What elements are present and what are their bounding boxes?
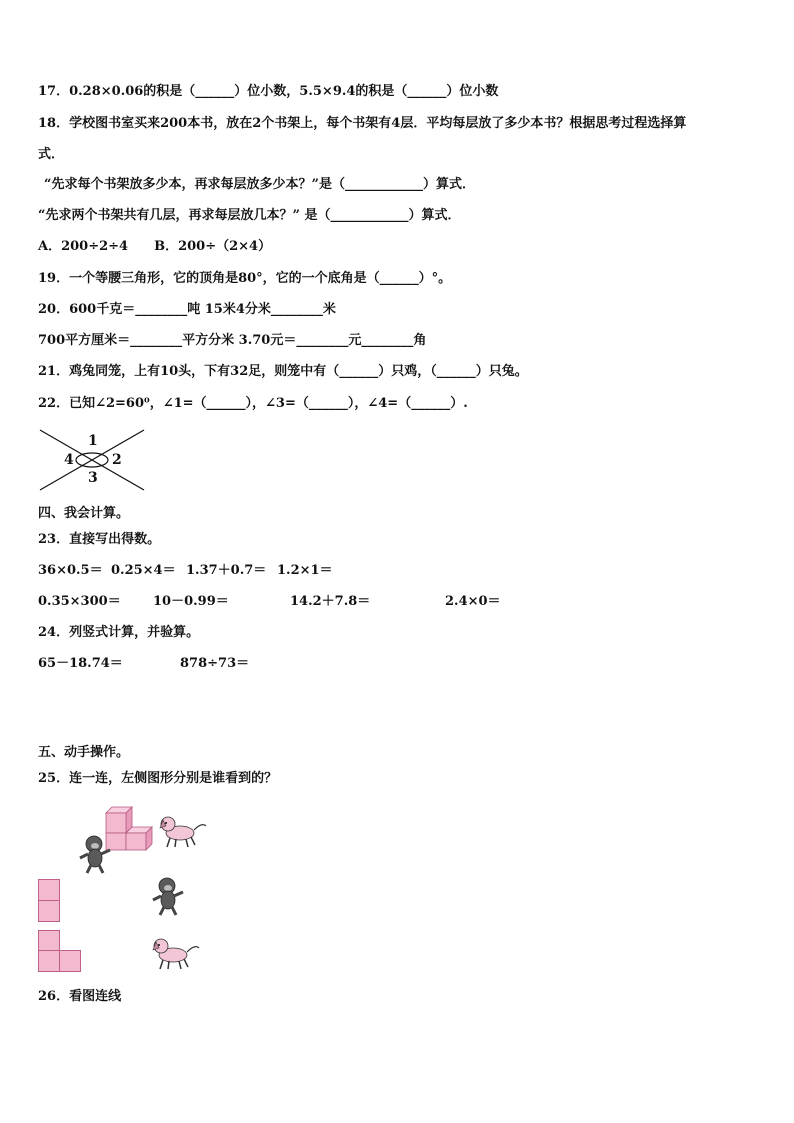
question-20-line1: 20．600千克＝________吨 15米4分米________米 — [38, 302, 336, 317]
calc-item: 1.2×1＝ — [277, 563, 333, 578]
section-5-heading: 五、动手操作。 — [38, 745, 130, 760]
calc-item: 14.2＋7.8＝ — [290, 594, 371, 609]
vertical-calc-item: 65－18.74＝ — [38, 656, 123, 671]
angle-label-1: 1 — [88, 433, 98, 449]
calc-item: 10－0.99＝ — [153, 594, 229, 609]
question-17: 17．0.28×0.06的积是（______）位小数，5.5×9.4的积是（______）位小数 — [38, 84, 499, 99]
question-18-line3: “先求每个书架放多少本，再求每层放多少本？”是（____________）算式． — [44, 177, 475, 192]
view-shape-l — [59, 950, 81, 972]
view-shape-l — [38, 930, 60, 951]
question-18-line2: 式． — [38, 147, 65, 162]
dog-icon — [151, 936, 201, 972]
view-shape-l — [38, 950, 60, 972]
calc-item: 36×0.5＝ — [38, 563, 103, 578]
question-18-line1: 18．学校图书室买来200本书，放在2个书架上，每个书架有4层．平均每层放了多少本书？根据思考过程选择算 — [38, 116, 687, 131]
view-shape-vertical — [38, 879, 60, 901]
calc-item: 1.37＋0.7＝ — [186, 563, 267, 578]
view-shape-vertical — [38, 900, 60, 922]
dog-icon — [158, 814, 208, 850]
calc-item: 0.25×4＝ — [111, 563, 176, 578]
question-22: 22．已知∠2=60⁰，∠1=（______），∠3=（______），∠4=（______）. — [38, 396, 468, 411]
angle-label-3: 3 — [88, 470, 98, 486]
question-24-title: 24．列竖式计算，并验算。 — [38, 625, 200, 640]
monkey-icon — [151, 876, 187, 916]
question-25-title: 25．连一连，左侧图形分别是谁看到的？ — [38, 771, 278, 786]
angle-label-4: 4 — [64, 452, 74, 468]
question-18-options: A．200÷2÷4 B．200÷（2×4） — [38, 239, 272, 254]
angle-label-2: 2 — [112, 452, 122, 468]
section-4-heading: 四、我会计算。 — [38, 506, 130, 521]
question-23-title: 23．直接写出得数。 — [38, 532, 161, 547]
calc-item: 2.4×0＝ — [445, 594, 501, 609]
question-18-line4: “先求两个书架共有几层，再求每层放几本？” 是（____________）算式． — [38, 208, 461, 223]
question-26: 26．看图连线 — [38, 989, 122, 1004]
monkey-icon — [78, 834, 114, 874]
vertical-calc-item: 878÷73＝ — [180, 656, 250, 671]
question-20-line2: 700平方厘米＝________平方分米 3.70元＝________元________角 — [38, 333, 427, 348]
question-19: 19．一个等腰三角形，它的顶角是80°，它的一个底角是（______）°。 — [38, 271, 452, 286]
calc-item: 0.35×300＝ — [38, 594, 121, 609]
question-21: 21．鸡兔同笼，上有10头，下有32足，则笼中有（______）只鸡，（______）只兔。 — [38, 364, 528, 379]
